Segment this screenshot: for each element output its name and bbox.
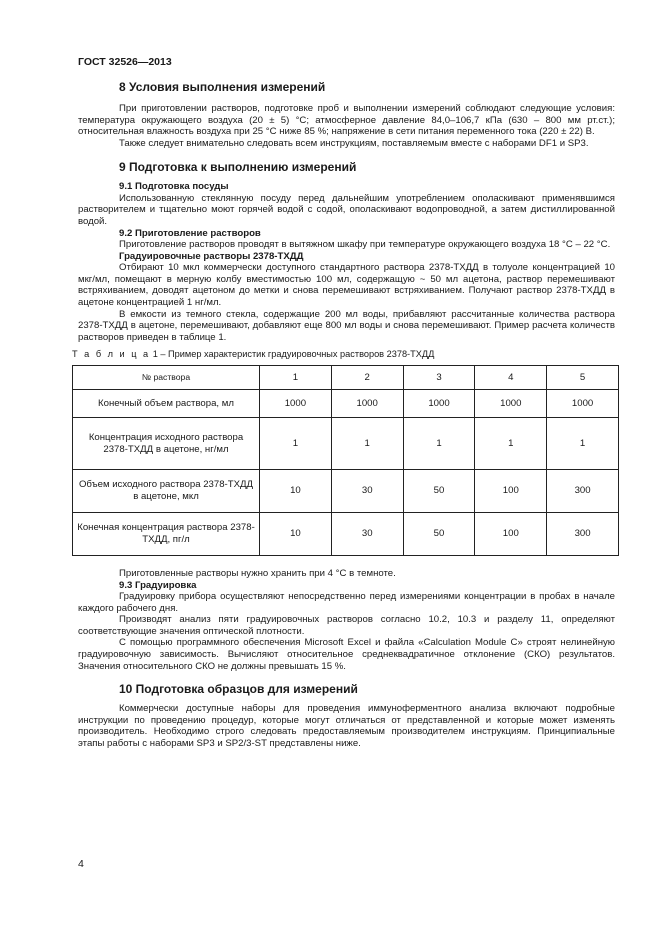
subsection-9-3-paragraph-3: С помощью программного обеспечения Microsoft Excel и файла «Calculation Module C» строят нелинейную градуировочную зависимость. Вычисляют относительное среднеквадратичное отклонение (СКО) результатов. Значения относительного СКО не должны превышать 15 %. xyxy=(78,637,615,672)
table-cell: 1 xyxy=(475,418,547,470)
calibration-table xyxy=(72,365,619,556)
table-caption-word: Т а б л и ц а xyxy=(72,349,151,360)
document-header: ГОСТ 32526—2013 xyxy=(78,56,172,68)
table-row xyxy=(73,390,619,418)
section-9-title: 9 Подготовка к выполнению измерений xyxy=(119,160,357,175)
page-body xyxy=(72,56,615,750)
subsection-9-2-paragraph: Приготовление растворов проводят в вытяжном шкафу при температуре окружающего воздуха 18 °С – 22 °С. xyxy=(119,239,611,251)
subsection-9-3-paragraph-1: Градуировку прибора осуществляют непосредственно перед измерениями концентрации в пробах в начале каждого рабочего дня. xyxy=(78,591,615,614)
table-cell: 1 xyxy=(403,418,475,470)
table-header-cell: 2 xyxy=(331,366,403,390)
table-caption xyxy=(72,349,615,361)
table-cell: 50 xyxy=(403,470,475,513)
table-cell: 300 xyxy=(547,513,619,556)
subsection-9-3-title: 9.3 Градуировка xyxy=(119,579,197,591)
table-cell: 100 xyxy=(475,513,547,556)
storage-note: Приготовленные растворы нужно хранить при 4 °С в темноте. xyxy=(119,568,396,579)
table-cell: 1 xyxy=(260,418,332,470)
table-cell: 1000 xyxy=(547,390,619,418)
table-cell: 1 xyxy=(331,418,403,470)
table-cell: 50 xyxy=(403,513,475,556)
table-caption-text: 1 – Пример характеристик градуировочных растворов 2378-ТХДД xyxy=(150,349,435,360)
table-cell: 1000 xyxy=(475,390,547,418)
table-cell: Конечная концентрация раствора 2378-ТХДД, пг/л xyxy=(73,513,260,556)
calibration-paragraph-1: Отбирают 10 мкл коммерчески доступного стандартного раствора 2378-ТХДД в толуоле концентрацией 10 мкг/мл, помещают в мерную колбу вместимостью 100 мл, содержащую ~ 50 мл ацетона, раствор перемешивают встряхиванием, доводят ацетоном до метки и снова перемешивают встряхиванием. Получают раствор 2378-ТХДД в ацетоне концентрацией 1 нг/мл. xyxy=(78,262,615,309)
table-header-cell: 3 xyxy=(403,366,475,390)
table-row xyxy=(73,418,619,470)
table-cell: 1000 xyxy=(260,390,332,418)
table-cell: 30 xyxy=(331,470,403,513)
table-cell: 1 xyxy=(547,418,619,470)
table-cell: 10 xyxy=(260,470,332,513)
subsection-9-1-title: 9.1 Подготовка посуды xyxy=(119,181,229,193)
table-row xyxy=(73,513,619,556)
table-header-cell: 1 xyxy=(260,366,332,390)
table-cell: 1000 xyxy=(403,390,475,418)
table-cell: 1000 xyxy=(331,390,403,418)
table-cell: 300 xyxy=(547,470,619,513)
calibration-paragraph-2: В емкости из темного стекла, содержащие 200 мл воды, прибавляют рассчитанные количества раствора 2378-ТХДД в ацетоне, перемешивают, добавляют еще 800 мл воды и снова перемешивают. Пример расчета количеств растворов приведен в таблице 1. xyxy=(78,308,615,343)
table-cell: Концентрация исходного раствора 2378-ТХДД в ацетоне, нг/мл xyxy=(73,418,260,470)
table-header-cell: 4 xyxy=(475,366,547,390)
page-number: 4 xyxy=(78,858,84,870)
section-8-paragraph-1: При приготовлении растворов, подготовке проб и выполнении измерений соблюдают следующие условия: температура окружающего воздуха (20 ± 5) °С; атмосферное давление 84,0–106,7 кПа (630 – 800 мм рт.ст.); относительная влажность воздуха при 25 °С ниже 85 %; напряжение в сети питания переменного тока (220 ± 22) В. xyxy=(78,103,615,138)
table-cell: 30 xyxy=(331,513,403,556)
subsection-9-3-paragraph-2: Производят анализ пяти градуировочных растворов согласно 10.2, 10.3 и разделу 11, определяют соответствующие значения оптической плотности. xyxy=(78,614,615,637)
calibration-solutions-title: Градуировочные растворы 2378-ТХДД xyxy=(119,250,304,262)
section-10-paragraph: Коммерчески доступные наборы для проведения иммуноферментного анализа включают подробные инструкции по проведению процедур, которые могут отличаться от представленной и которые может изменять производитель. Необходимо строго следовать предоставляемым производителем инструкциям. Принципиальные этапы работы с наборами SP3 и SP2/3-ST представлены ниже. xyxy=(78,703,615,750)
section-8-title: 8 Условия выполнения измерений xyxy=(119,80,326,94)
table-cell: Объем исходного раствора 2378-ТХДД в ацетоне, мкл xyxy=(73,470,260,513)
subsection-9-2-title: 9.2 Приготовление растворов xyxy=(119,227,261,239)
section-8-paragraph-2: Также следует внимательно следовать всем инструкциям, поставляемым вместе с наборами DF1 и SP3. xyxy=(119,137,589,149)
subsection-9-1-paragraph: Использованную стеклянную посуду перед дальнейшим употреблением ополаскивают применявшимся растворителем и тщательно моют горячей водой с содой, ополаскивают водопроводной, а затем дистиллированной водой. xyxy=(78,192,615,228)
table-cell: 100 xyxy=(475,470,547,513)
table-header-cell: 5 xyxy=(547,366,619,390)
table-row xyxy=(73,470,619,513)
table-cell: Конечный объем раствора, мл xyxy=(73,390,260,418)
table-header-cell: № раствора xyxy=(73,366,260,390)
section-10-title: 10 Подготовка образцов для измерений xyxy=(119,682,358,697)
table-header-row xyxy=(73,366,619,390)
table-cell: 10 xyxy=(260,513,332,556)
